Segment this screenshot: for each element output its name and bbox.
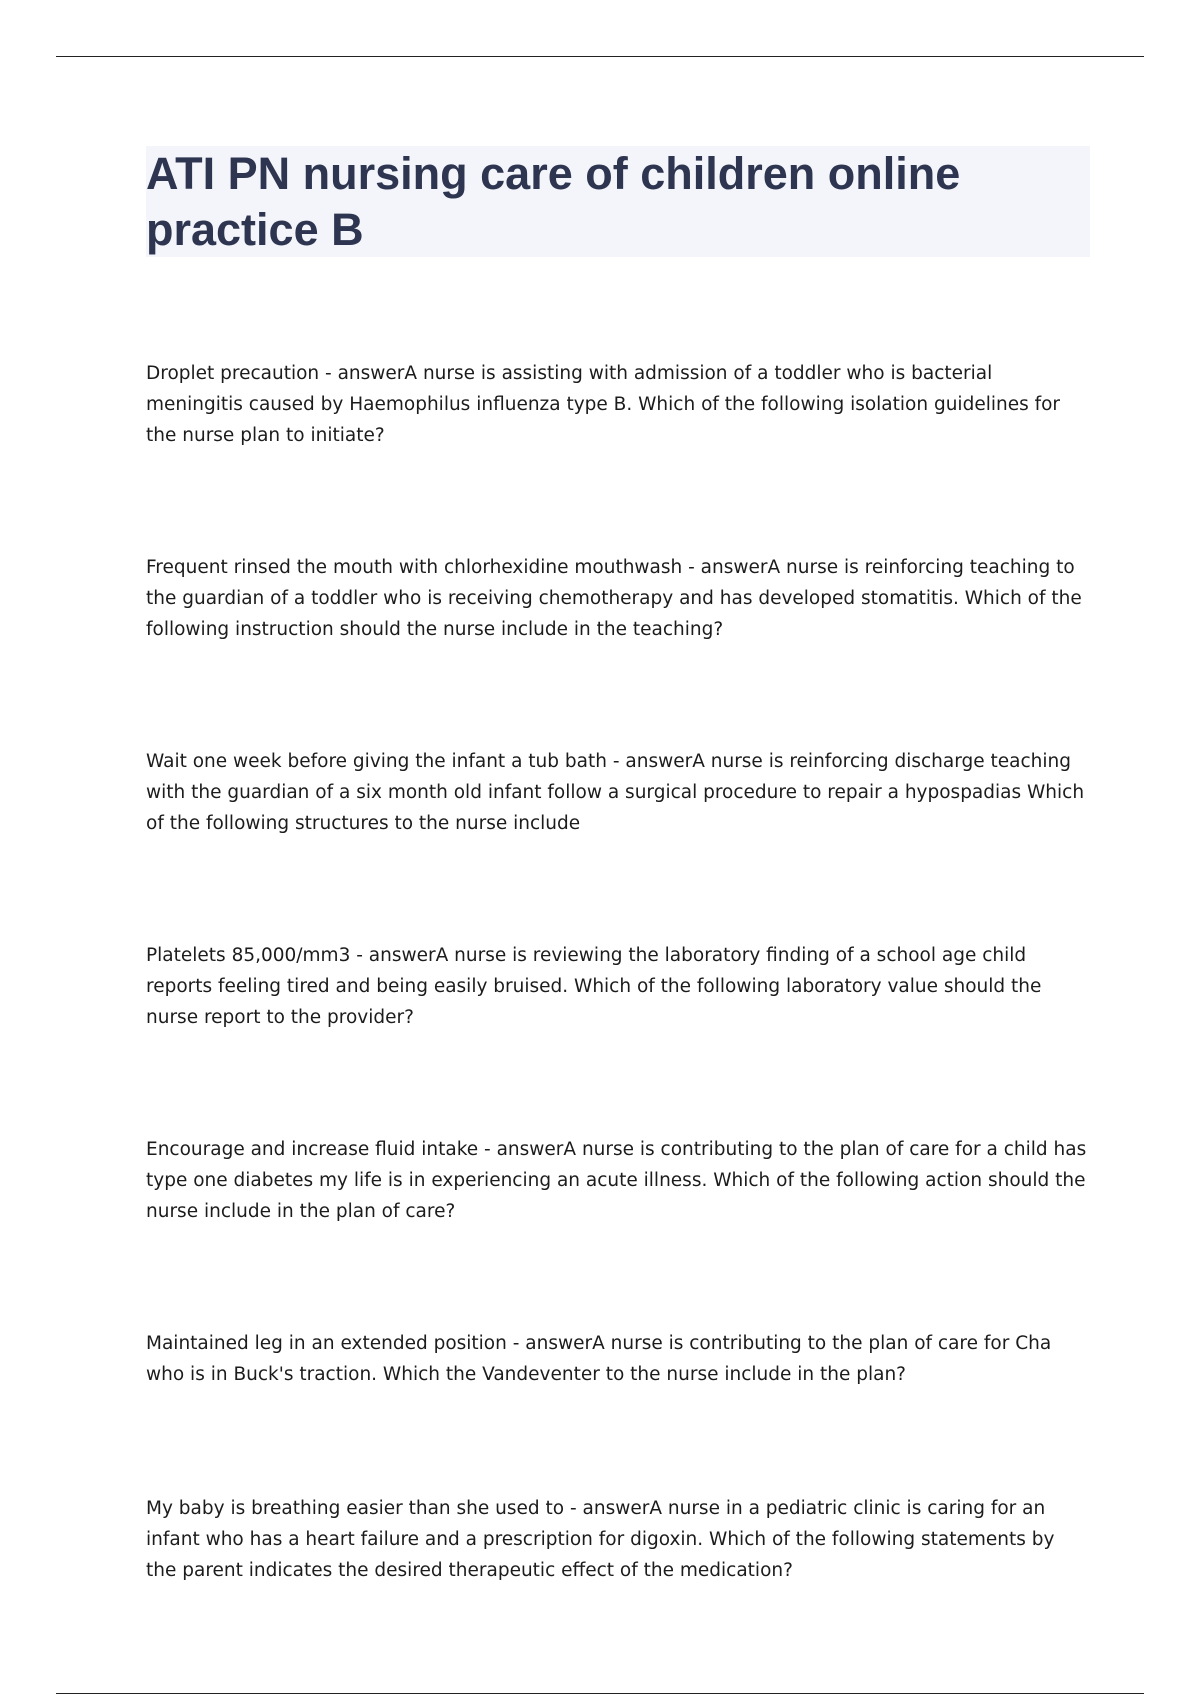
top-divider: [56, 56, 1144, 57]
qa-entry: Maintained leg in an extended position - answerA nurse is contributing to the plan of care for Cha who is in Buck's traction. Which the Vandeventer to the nurse include in the plan?: [146, 1333, 1052, 1385]
qa-entry: Encourage and increase fluid intake - answerA nurse is contributing to the plan of care for a child has type one diabetes my life is in experiencing an acute illness. Which of the following action should the nurse include in the plan of care?: [146, 1139, 1087, 1222]
qa-entry: Frequent rinsed the mouth with chlorhexidine mouthwash - answerA nurse is reinforcing teaching to the guardian of a toddler who is receiving chemotherapy and has developed stomatitis. Which of the following instruction should the nurse include in the teaching?: [146, 557, 1082, 640]
bottom-divider: [56, 1693, 1144, 1694]
qa-entry: My baby is breathing easier than she used to - answerA nurse in a pediatric clinic is caring for an infant who has a heart failure and a prescription for digoxin. Which of the following statements by the parent indicates the desired therapeutic effect of the medication?: [146, 1498, 1055, 1581]
qa-entry: Wait one week before giving the infant a tub bath - answerA nurse is reinforcing discharge teaching with the guardian of a six month old infant follow a surgical procedure to repair a hypospadias Which of the following structures to the nurse include: [146, 751, 1085, 834]
document-title: ATI PN nursing care of children online practice B: [146, 148, 961, 255]
qa-entry: Droplet precaution - answerA nurse is assisting with admission of a toddler who is bacterial meningitis caused by Haemophilus influenza type B. Which of the following isolation guidelines for the nurse plan to initiate?: [146, 363, 1061, 446]
qa-entry: Platelets 85,000/mm3 - answerA nurse is reviewing the laboratory finding of a school age child reports feeling tired and being easily bruised. Which of the following laboratory value should the nurse report to the provider?: [146, 945, 1042, 1028]
qa-list: [146, 358, 1090, 1687]
